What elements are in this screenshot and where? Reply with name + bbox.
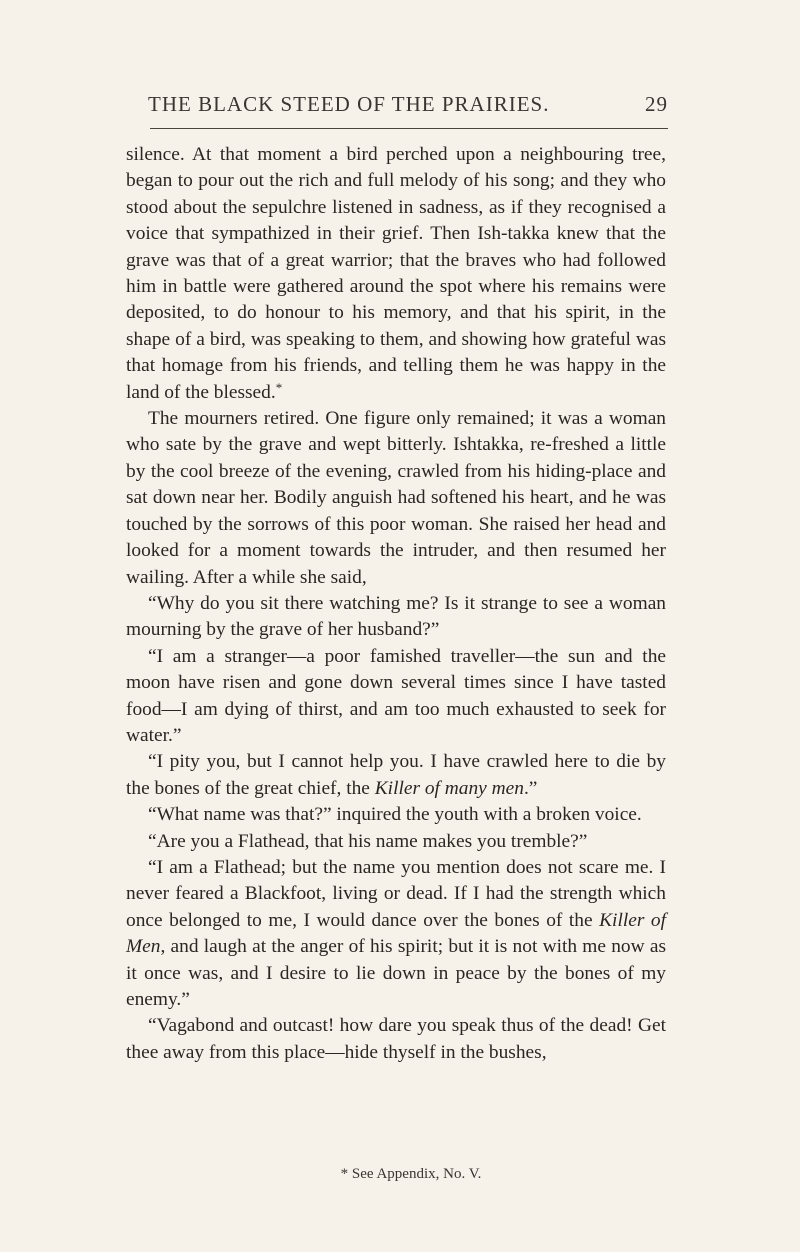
page-number: 29 — [645, 92, 668, 116]
paragraph — [126, 855, 666, 1013]
paragraph — [126, 829, 666, 855]
paragraph — [126, 802, 666, 828]
running-title: THE BLACK STEED OF THE PRAIRIES. — [148, 92, 550, 116]
paragraph-text: “Why do you sit there watching me? Is it strange to see a woman mourning by the grave of her husband?” — [126, 592, 666, 641]
paragraph — [126, 1013, 666, 1066]
paragraph-text: “Are you a Flathead, that his name makes you tremble?” — [148, 830, 588, 852]
paragraph-text: “I pity you, but I cannot help you. I have crawled here to die by the bones of the great chief, the — [126, 751, 666, 799]
paragraph-text: The mourners retired. One figure only remained; it was a woman who sate by the grave and wept bitterly. Ishtakka, re-freshed a little by the cool breeze of the evening, crawled from his hiding-place and sat down near her. Bodily anguish had softened his heart, and he was touched by the sorrows of this poor woman. She raised her head and looked for a moment towards the intruder, and then resumed her wailing. After a while she said, — [126, 408, 666, 588]
paragraph-text: “I am a stranger—a poor famished traveller—the sun and the moon have risen and gone down several times since I have tasted food—I am dying of thirst, and am too much exhausted to seek for water.” — [126, 645, 666, 746]
header-rule — [150, 128, 668, 129]
running-head — [148, 92, 668, 122]
footnote: * See Appendix, No. V. — [340, 1166, 482, 1182]
paragraph — [126, 591, 666, 644]
paragraph-text: silence. At that moment a bird perched upon a neighbouring tree, began to pour out the rich and full melody of his song; and they who stood about the sepulchre listened in sadness, as if they recognised a voice that sympathized in their grief. Then Ish-takka knew that the grave was that of a great warrior; that the braves who had followed him in battle were gathered around the spot where his remains were deposited, to do honour to his memory, and that his spirit, in the shape of a bird, was speaking to them, and showing how grateful was that homage from his friends, and telling them he was happy in the land of the blessed. — [126, 144, 666, 403]
paragraph — [126, 142, 666, 406]
paragraph — [126, 406, 666, 591]
body-text — [126, 142, 666, 1066]
paragraph-text: .” — [523, 777, 538, 799]
italic-name: Killer of Men — [126, 909, 666, 958]
paragraph-text: “Vagabond and outcast! how dare you speak thus of the dead! Get thee away from this place—hide thyself in the bushes, — [126, 1015, 666, 1063]
paragraph — [126, 644, 666, 750]
italic-name: Killer of many men — [374, 777, 524, 799]
paragraph-text: , and laugh at the anger of his spirit; but it is not with me now as it once was, and I desire to lie down in peace by the bones of my enemy.” — [126, 936, 666, 1010]
footnote-marker: * — [275, 379, 283, 395]
paragraph — [126, 749, 666, 802]
paragraph-text: “I am a Flathead; but the name you mention does not scare me. I never feared a Blackfoot, living or dead. If I had the strength which once belonged to me, I would dance over the bones of the — [126, 856, 666, 931]
paragraph-text: “What name was that?” inquired the youth with a broken voice. — [148, 804, 642, 826]
